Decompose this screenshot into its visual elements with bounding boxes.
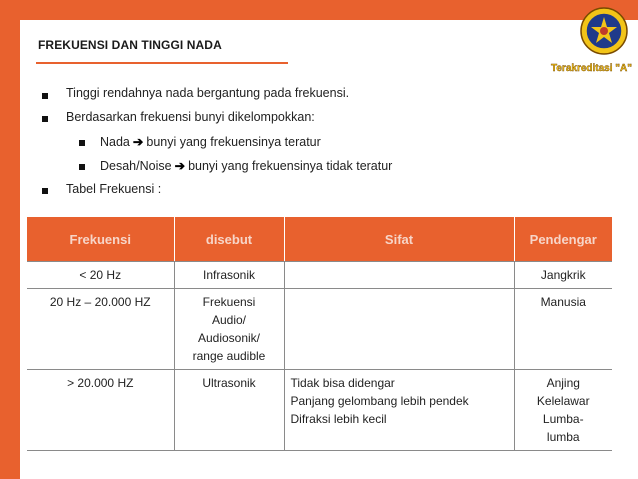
column-header: disebut	[174, 217, 284, 262]
cell-line: Infrasonik	[202, 268, 256, 282]
cell-disebut	[174, 289, 284, 370]
cell-frekuensi: 20 Hz – 20.000 HZ	[27, 289, 174, 370]
cell-line: Manusia	[540, 295, 586, 309]
right-arrow-icon: ➔	[132, 135, 144, 149]
cell-disebut	[174, 370, 284, 451]
bullet-square-icon	[79, 140, 85, 146]
column-header: Pendengar	[514, 217, 612, 262]
cell-sifat	[284, 262, 514, 289]
sub-bullet-desc: bunyi yang frekuensinya tidak teratur	[188, 159, 393, 173]
column-header: Frekuensi	[27, 217, 174, 262]
cell-pendengar	[514, 262, 612, 289]
bullet-item: Tabel Frekuensi :	[66, 182, 162, 196]
bullet-square-icon	[42, 116, 48, 122]
column-header: Sifat	[284, 217, 514, 262]
cell-line: Audiosonik/	[197, 331, 261, 345]
table-header-row	[27, 217, 612, 262]
cell-line: Jangkrik	[540, 268, 586, 282]
bullet-item: Tinggi rendahnya nada bergantung pada frekuensi.	[66, 86, 350, 100]
slide-title: FREKUENSI DAN TINGGI NADA	[38, 38, 222, 52]
cell-line: lumba	[546, 430, 580, 444]
cell-line: Kelelawar	[536, 394, 590, 408]
table-row	[27, 289, 612, 370]
accreditation-label: Terakreditasi "A"	[551, 63, 632, 74]
cell-line: Tidak bisa didengar	[290, 376, 395, 390]
cell-line: Panjang gelombang lebih pendek	[290, 394, 469, 408]
cell-line: Lumba-	[542, 412, 584, 426]
title-underline	[36, 62, 288, 64]
cell-pendengar	[514, 370, 612, 451]
sub-bullet-item	[100, 134, 321, 149]
sub-bullet-term: Desah/Noise	[100, 159, 172, 173]
cell-line: range audible	[192, 349, 266, 363]
bullet-square-icon	[42, 93, 48, 99]
university-seal-icon	[579, 6, 629, 56]
cell-sifat	[284, 289, 514, 370]
cell-frekuensi: < 20 Hz	[27, 262, 174, 289]
top-accent-band	[0, 0, 638, 20]
left-accent-bar	[0, 0, 20, 479]
table-row	[27, 262, 612, 289]
cell-line: Audio/	[211, 313, 247, 327]
table-row	[27, 370, 612, 451]
bullet-item: Berdasarkan frekuensi bunyi dikelompokkan:	[66, 110, 315, 124]
cell-line: Anjing	[546, 376, 580, 390]
bullet-square-icon	[79, 164, 85, 170]
cell-frekuensi: > 20.000 HZ	[27, 370, 174, 451]
frequency-table	[27, 217, 612, 451]
bullet-square-icon	[42, 188, 48, 194]
sub-bullet-item	[100, 158, 392, 173]
right-arrow-icon: ➔	[174, 159, 186, 173]
cell-pendengar	[514, 289, 612, 370]
cell-sifat	[284, 370, 514, 451]
sub-bullet-term: Nada	[100, 135, 130, 149]
cell-disebut	[174, 262, 284, 289]
cell-line: Difraksi lebih kecil	[290, 412, 387, 426]
cell-line: Frekuensi	[202, 295, 256, 309]
cell-line: Ultrasonik	[202, 376, 256, 390]
sub-bullet-desc: bunyi yang frekuensinya teratur	[146, 135, 321, 149]
